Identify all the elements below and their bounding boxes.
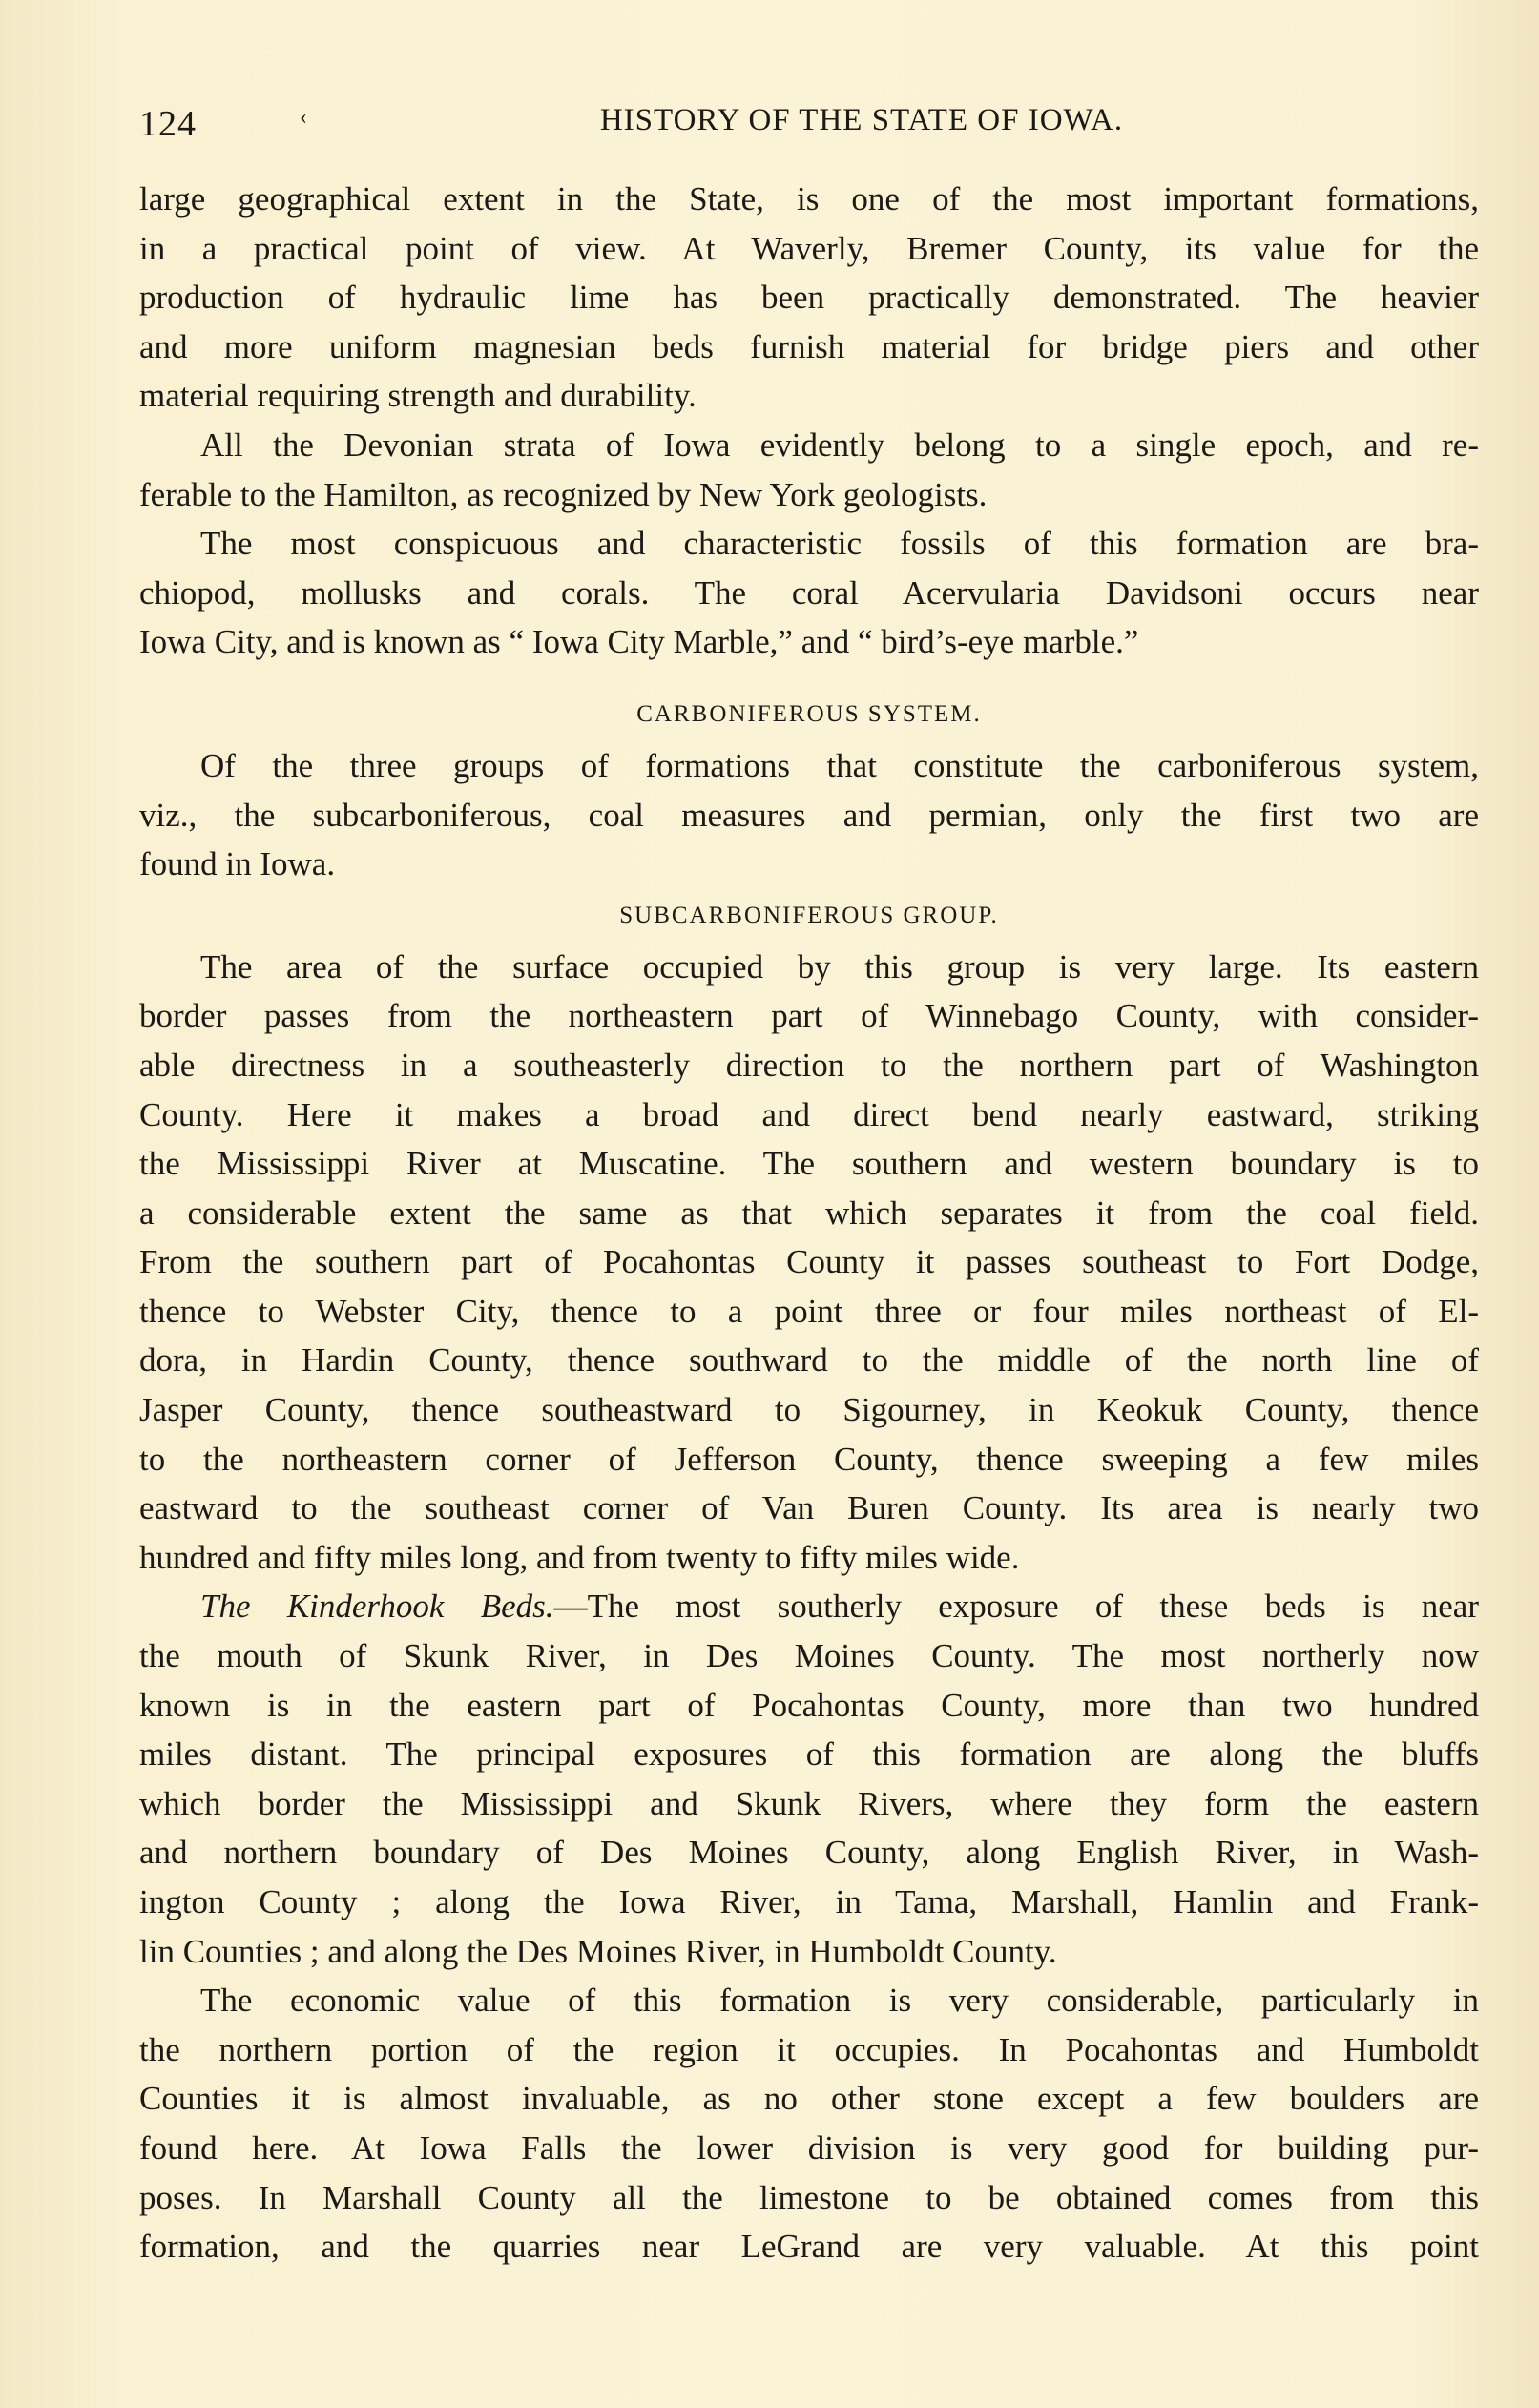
text-line: found in Iowa. xyxy=(139,845,336,883)
section-heading-carboniferous: CARBONIFEROUS SYSTEM. xyxy=(636,700,982,727)
text-line: the northern portion of the region it occupies. In Pocahontas and Humboldt xyxy=(139,2030,1479,2068)
text-line: hundred and fifty miles long, and from twenty to fifty miles wide. xyxy=(139,1538,1020,1576)
paragraph-hydraulic-lime xyxy=(139,175,1479,421)
page-number: 124 xyxy=(139,104,197,144)
text-line: which border the Mississippi and Skunk Rivers, where they form the eastern xyxy=(139,1784,1479,1822)
text-line: in a practical point of view. At Waverly, Bremer County, its value for the xyxy=(139,229,1479,267)
paragraph-carboniferous-groups xyxy=(139,741,1479,889)
page-body xyxy=(139,175,1479,2272)
text-line: border passes from the northeastern part of Winnebago County, with consider- xyxy=(139,997,1479,1035)
text-line: and more uniform magnesian beds furnish material for bridge piers and other xyxy=(139,327,1479,365)
text-fragment: —The most southerly exposure of these beds is near xyxy=(553,1588,1479,1626)
text-line: able directness in a southeasterly direction to the northern part of Washington xyxy=(139,1046,1479,1084)
text-line: to the northeastern corner of Jefferson County, thence sweeping a few miles xyxy=(139,1440,1479,1478)
text-line: known is in the eastern part of Pocahontas County, more than two hundred xyxy=(139,1686,1479,1724)
paragraph-economic-value xyxy=(139,1976,1479,2272)
text-line: thence to Webster City, thence to a point three or four miles northeast of El- xyxy=(139,1292,1479,1330)
text-line: The economic value of this formation is very considerable, particularly in xyxy=(200,1982,1479,2020)
text-line: a considerable extent the same as that which separates it from the coal field. xyxy=(139,1194,1479,1232)
section-heading-subcarboniferous: SUBCARBONIFEROUS GROUP. xyxy=(619,902,999,928)
text-line: formation, and the quarries near LeGrand are very valuable. At this point xyxy=(139,2228,1479,2266)
paragraph-subcarboniferous-area xyxy=(139,943,1479,1583)
text-line: viz., the subcarboniferous, coal measures and permian, only the first two are xyxy=(139,796,1479,834)
text-line: lin Counties ; and along the Des Moines River, in Humboldt County. xyxy=(139,1932,1057,1970)
text-line: Iowa City, and is known as “ Iowa City Marble,” and “ bird’s-eye marble.” xyxy=(139,623,1139,661)
text-line: dora, in Hardin County, thence southward to the middle of the north line of xyxy=(139,1341,1479,1380)
text-line: ferable to the Hamilton, as recognized by New York geologists. xyxy=(139,475,988,513)
text-line: From the southern part of Pocahontas County it passes southeast to Fort Dodge, xyxy=(139,1243,1479,1281)
text-line: eastward to the southeast corner of Van Buren County. Its area is nearly two xyxy=(139,1489,1479,1527)
paragraph-fossils xyxy=(139,519,1479,667)
kinderhook-beds-title: The Kinderhook Beds. xyxy=(200,1588,554,1626)
text-line: chiopod, mollusks and corals. The coral Acervularia Davidsoni occurs near xyxy=(139,573,1479,612)
text-line-kinderhook-lead xyxy=(139,1582,1479,1631)
text-line: All the Devonian strata of Iowa evidently belong to a single epoch, and re- xyxy=(200,426,1479,464)
text-line: The area of the surface occupied by this group is very large. Its eastern xyxy=(200,947,1479,986)
text-line: large geographical extent in the State, is one of the most important formations, xyxy=(139,180,1479,218)
text-line: the Mississippi River at Muscatine. The southern and western boundary is to xyxy=(139,1145,1479,1183)
text-line: miles distant. The principal exposures of this formation are along the bluffs xyxy=(139,1735,1479,1774)
text-line: found here. At Iowa Falls the lower division is very good for building pur- xyxy=(139,2128,1479,2167)
text-line: material requiring strength and durability. xyxy=(139,377,697,415)
text-line: Of the three groups of formations that constitute the carboniferous system, xyxy=(200,746,1479,784)
text-line: the mouth of Skunk River, in Des Moines County. The most northerly now xyxy=(139,1637,1479,1675)
text-line: County. Here it makes a broad and direct bend nearly eastward, striking xyxy=(139,1095,1479,1133)
running-head-mark: ‹ xyxy=(300,105,308,130)
text-line: and northern boundary of Des Moines County, along English River, in Wash- xyxy=(139,1834,1479,1872)
text-line: poses. In Marshall County all the limestone to be obtained comes from this xyxy=(139,2178,1479,2216)
text-line: Jasper County, thence southeastward to Sigourney, in Keokuk County, thence xyxy=(139,1391,1479,1429)
text-line: Counties it is almost invaluable, as no other stone except a few boulders are xyxy=(139,2080,1479,2118)
paragraph-devonian-strata xyxy=(139,421,1479,519)
paragraph-kinderhook-beds xyxy=(139,1582,1479,1976)
running-head-title: HISTORY OF THE STATE OF IOWA. xyxy=(599,103,1124,137)
running-head xyxy=(139,103,1479,151)
text-line: production of hydraulic lime has been practically demonstrated. The heavier xyxy=(139,279,1479,317)
text-line: ington County ; along the Iowa River, in Tama, Marshall, Hamlin and Frank- xyxy=(139,1883,1479,1920)
text-line: The most conspicuous and characteristic fossils of this formation are bra- xyxy=(200,525,1479,563)
